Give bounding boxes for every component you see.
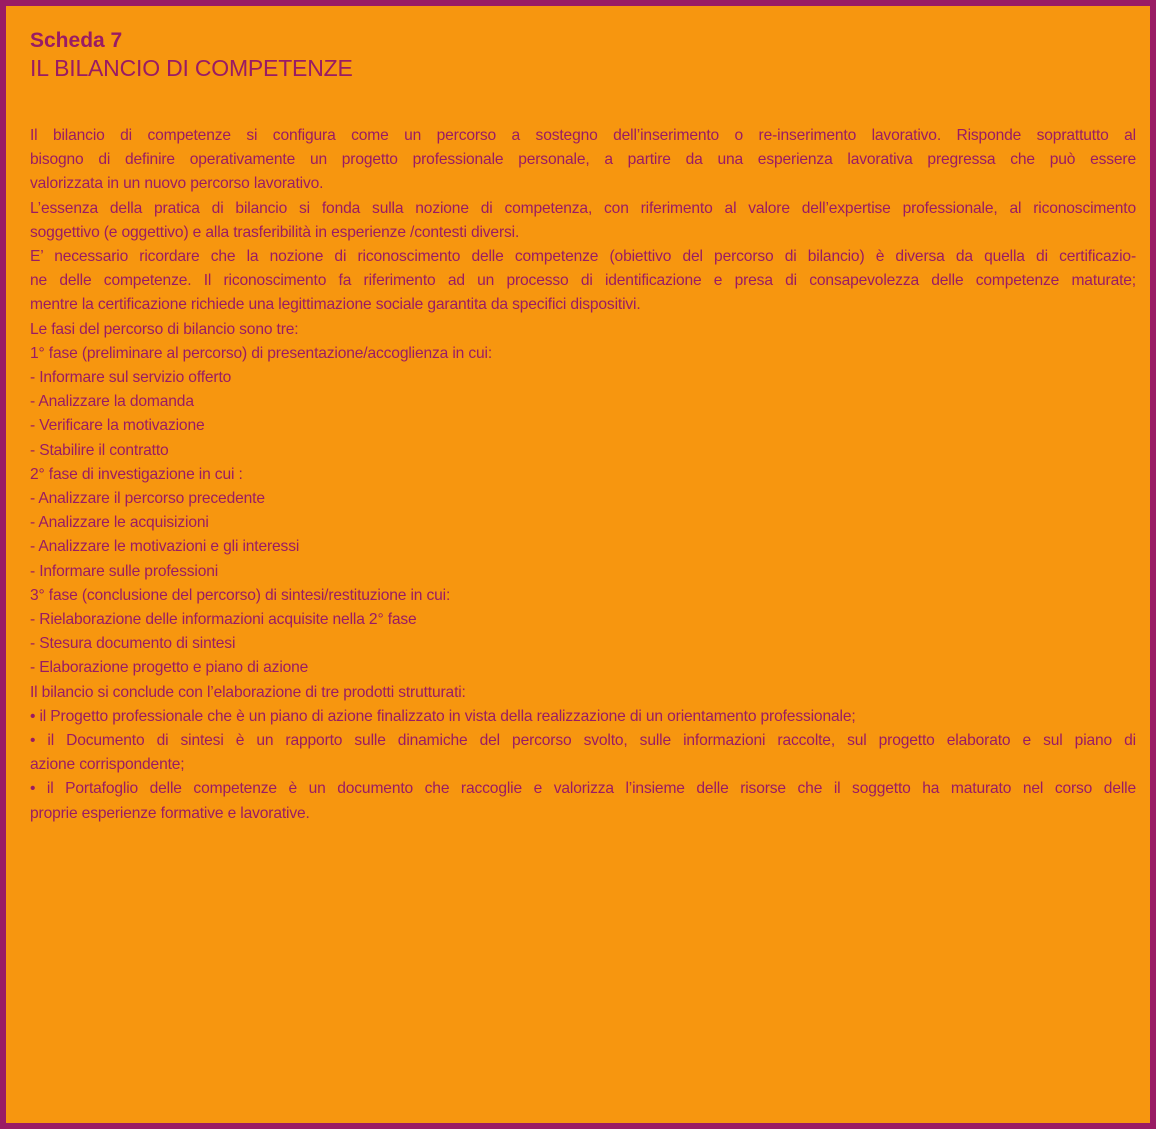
body-line: ne delle competenze. Il riconoscimento fa riferimento ad un processo di identificazione e presa di consapevolezza delle competenze maturate; [30,272,1136,290]
body-line: • il Progetto professionale che è un piano di azione finalizzato in vista della realizzazione di un orientamento professionale; [30,707,856,725]
body-line: - Rielaborazione delle informazioni acquisite nella 2° fase [30,611,417,629]
body-line: Il bilancio di competenze si configura come un percorso a sostegno dell’inserimento o re-inserimento lavorativo. Risponde soprattutto al [30,127,1136,144]
body-line: - Informare sulle professioni [30,562,219,580]
body-line: Il bilancio si conclude con l’elaborazione di tre prodotti strutturati: [30,683,466,701]
body-line: 3° fase (conclusione del percorso) di sintesi/restituzione in cui: [30,586,451,604]
body-line: - Analizzare il percorso precedente [30,490,265,508]
body-line: 1° fase (preliminare al percorso) di presentazione/accoglienza in cui: [30,344,493,362]
body-line: • il Portafoglio delle competenze è un documento che raccoglie e valorizza l’insieme delle risorse che il soggetto ha maturato nel corso delle [30,780,1136,798]
body-line: - Informare sul servizio offerto [30,369,232,387]
body-line: proprie esperienze formative e lavorative. [30,804,310,822]
body-line: valorizzata in un nuovo percorso lavorativo. [30,175,324,193]
body-line: L’essenza della pratica di bilancio si fonda sulla nozione di competenza, con riferimento al valore dell’expertise professionale, al riconoscimento [30,199,1136,217]
body-line: - Verificare la motivazione [30,417,205,435]
body-line: - Analizzare le motivazioni e gli interessi [30,538,300,556]
body-text [30,124,1136,826]
body-line: mentre la certificazione richiede una legittimazione sociale garantita da specifici dispositivi. [30,296,641,314]
body-line: bisogno di definire operativamente un progetto professionale personale, a partire da una esperienza lavorativa pregressa che può essere [30,151,1136,169]
body-line: 2° fase di investigazione in cui : [30,465,243,483]
body-line: azione corrispondente; [30,756,185,774]
body-line: soggettivo (e oggettivo) e alla trasferibilità in esperienze /contesti diversi. [30,223,520,241]
body-line: - Analizzare la domanda [30,393,194,411]
body-line: Le fasi del percorso di bilancio sono tre: [30,320,299,338]
body-line: - Elaborazione progetto e piano di azione [30,659,309,677]
body-line: - Stabilire il contratto [30,441,169,459]
body-line: - Stesura documento di sintesi [30,635,236,653]
body-line: - Analizzare le acquisizioni [30,514,209,532]
body-line: • il Documento di sintesi è un rapporto sulle dinamiche del percorso svolto, sulle informazioni raccolte, sul progetto elaborato e sul piano di [30,732,1136,750]
body-line: E’ necessario ricordare che la nozione di riconoscimento delle competenze (obiettivo del percorso di bilancio) è diversa da quella di certificazio- [30,248,1136,266]
card-title: IL BILANCIO DI COMPETENZE [30,55,353,81]
card-content [30,28,1136,826]
card-label: Scheda 7 [30,29,123,52]
